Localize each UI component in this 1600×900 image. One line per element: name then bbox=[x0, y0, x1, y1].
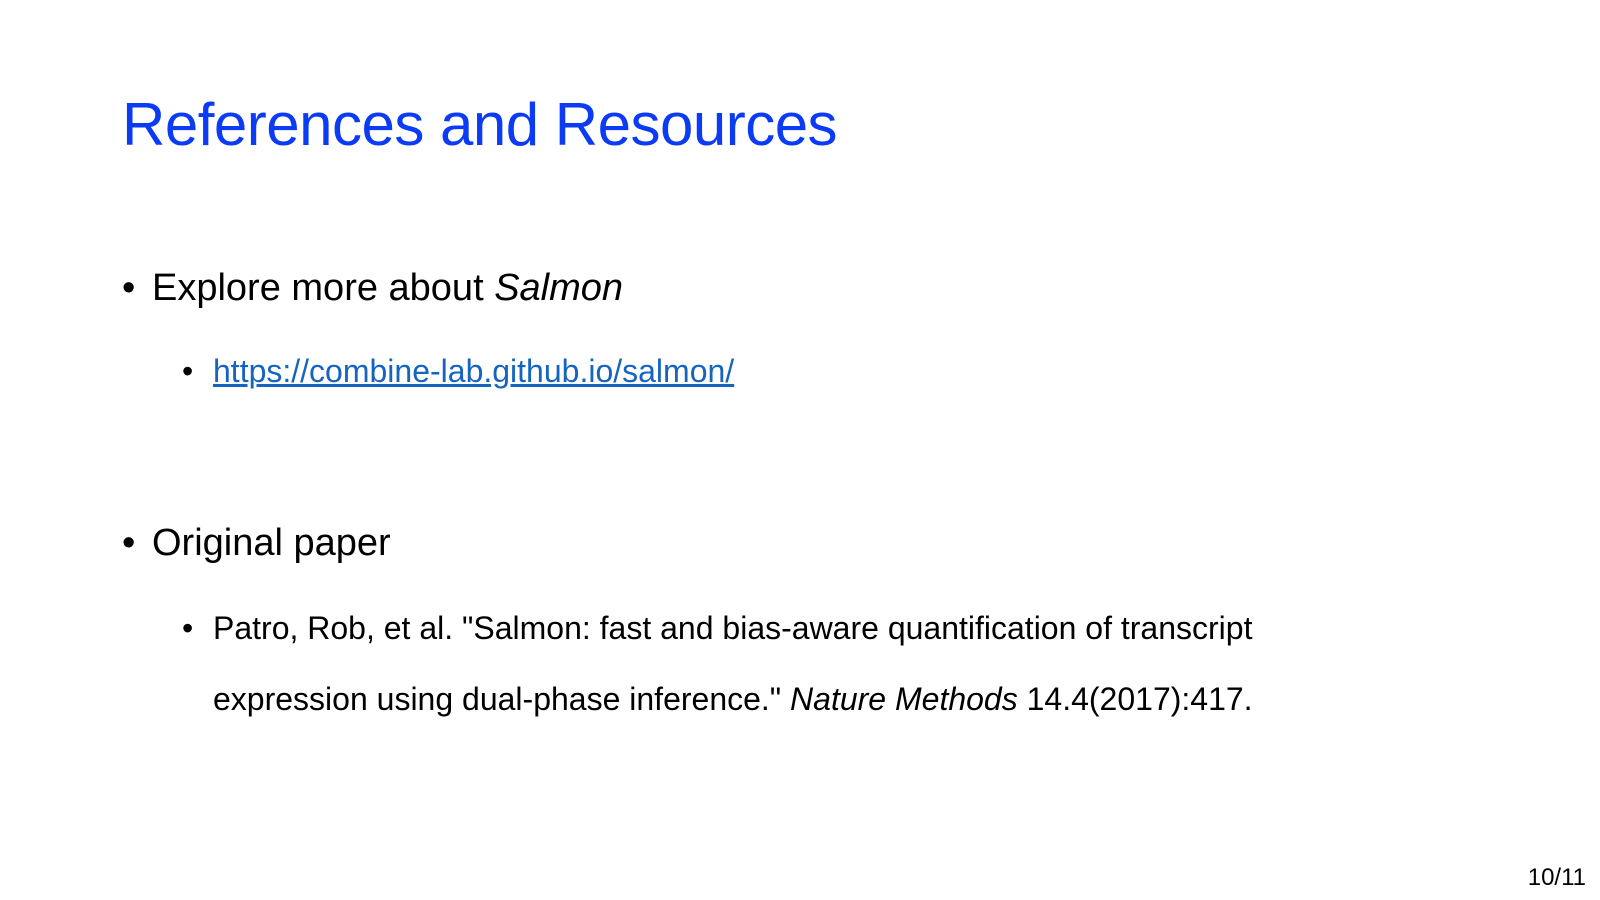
citation-text bbox=[213, 593, 1253, 735]
slide-title: References and Resources bbox=[122, 91, 838, 158]
bullet-original-paper bbox=[122, 521, 391, 567]
citation-line-2: expression using dual-phase inference." bbox=[213, 681, 791, 717]
bullet-dot: • bbox=[182, 353, 194, 389]
bullet-dot: • bbox=[122, 267, 136, 309]
salmon-website-link[interactable]: https://combine-lab.github.io/salmon/ bbox=[213, 353, 735, 389]
bullet-explore-salmon bbox=[122, 266, 623, 312]
journal-name: Nature Methods bbox=[790, 681, 1018, 717]
bullet-emphasis: Salmon bbox=[494, 267, 624, 309]
bullet-text: Original paper bbox=[152, 522, 391, 564]
bullet-dot: • bbox=[122, 522, 136, 564]
bullet-dot: • bbox=[182, 610, 194, 646]
citation-volume: 14.4(2017):417. bbox=[1017, 681, 1253, 717]
citation-line-1: Patro, Rob, et al. "Salmon: fast and bias-aware quantification of transcript bbox=[213, 610, 1253, 646]
page-number: 10/11 bbox=[1527, 864, 1586, 891]
bullet-text: Explore more about bbox=[152, 267, 495, 309]
